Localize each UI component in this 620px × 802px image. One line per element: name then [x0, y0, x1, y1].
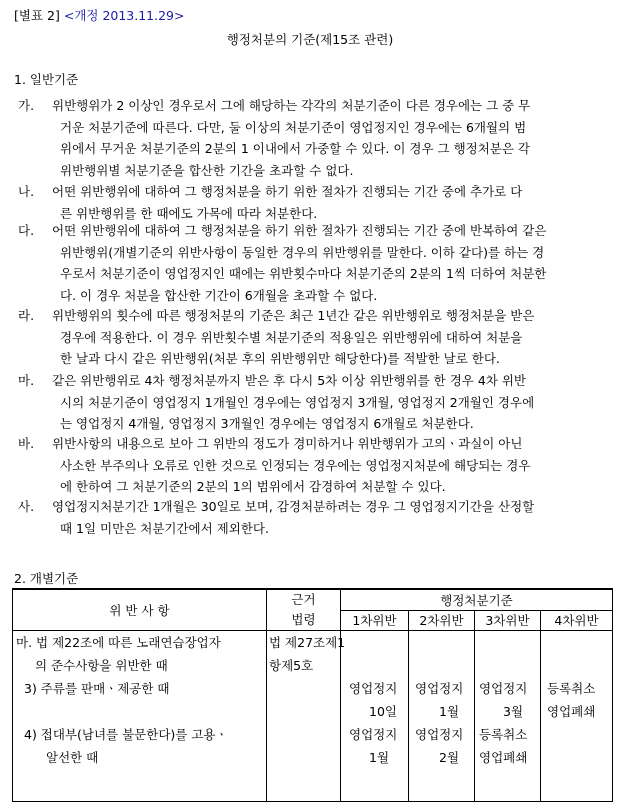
- penalty-text: 1월: [439, 704, 460, 719]
- item-text-line: 어떤 위반행위에 대하여 그 행정처분을 하기 위한 절차가 진행되는 기간 중에 반복하여 같은: [52, 223, 547, 238]
- basis-cell: [267, 631, 346, 802]
- violation-line: 알선한 때: [46, 750, 99, 765]
- document-title: 행정처분의 기준(제15조 관련): [226, 32, 394, 47]
- item-text-line: 는 영업정지 4개월, 영업정지 3개월인 경우에는 영업정지 6개월로 처분한다.: [60, 416, 474, 431]
- penalty-text: 1월: [369, 750, 390, 765]
- annex-header: [14, 6, 184, 24]
- item-marker: 바.: [18, 436, 35, 451]
- item-text-line: 에 한하여 그 처분기준의 2분의 1의 범위에서 감경하여 처분할 수 있다.: [60, 479, 446, 494]
- penalty-text: 영업폐쇄: [547, 704, 596, 719]
- header-basis-line2: 법령: [291, 612, 316, 627]
- item-text-line: 우로서 처분기준이 영업정지인 때에는 위반횟수마다 처분기준의 2분의 1씩 더하여 처분한: [60, 266, 547, 281]
- violation-line: 마. 법 제22조에 따른 노래연습장업자: [16, 635, 221, 650]
- header-violation: 위 반 사 항: [13, 589, 267, 631]
- third-violation-cell: [475, 631, 541, 802]
- item-marker: 사.: [18, 499, 35, 514]
- header-second: 2차위반: [409, 610, 475, 630]
- item-text-line: 영업정지처분기간 1개월은 30일로 보며, 감경처분하려는 경우 그 영업정지기간을 산정할: [52, 499, 535, 514]
- basis-line: 법 제27조제1: [269, 635, 346, 650]
- penalty-text: 영업폐쇄: [479, 750, 528, 765]
- item-text-line: 위에서 무거운 처분기준의 2분의 1 이내에서 가중할 수 있다. 이 경우 그 행정처분은 각: [60, 141, 531, 156]
- header-third: 3차위반: [475, 610, 541, 630]
- penalty-text: 영업정지: [415, 727, 464, 742]
- header-criteria: 행정처분기준: [341, 589, 613, 610]
- item-text-line: 같은 위반행위로 4차 행정처분까지 받은 후 다시 5차 이상 위반행위를 한 경우 4차 위반: [52, 373, 526, 388]
- penalty-text: 3월: [503, 704, 524, 719]
- penalty-text: 영업정지: [479, 681, 528, 696]
- item-marker: 나.: [18, 184, 35, 199]
- item-text-line: 위반행위(개별기준의 위반사항이 동일한 경우의 위반행위를 말한다. 이하 같다)를 하는 경: [60, 244, 545, 260]
- item-text-line: 다. 이 경우 처분을 합산한 기간이 6개월을 초과할 수 없다.: [60, 287, 378, 303]
- item-text-line: 위반행위별 처분기준을 합산한 기간을 초과할 수 없다.: [60, 162, 354, 178]
- second-violation-cell: [409, 631, 475, 802]
- header-fourth: 4차위반: [541, 610, 613, 630]
- penalty-text: 영업정지: [415, 681, 464, 696]
- violation-line: 4) 접대부(남녀를 불문한다)를 고용ㆍ: [24, 727, 228, 742]
- first-violation-cell: [341, 631, 409, 802]
- penalty-text: 등록취소: [547, 681, 596, 696]
- amendment-date: <개정 2013.11.29>: [63, 8, 185, 23]
- item-text-line: 경우에 적용한다. 이 경우 위반횟수별 처분기준의 적용일은 위반행위에 대하여 처분을: [60, 329, 523, 345]
- basis-line: 항제5호: [269, 658, 314, 673]
- penalty-text: 영업정지: [349, 727, 398, 742]
- item-text-line: 위반행위의 횟수에 따른 행정처분의 기준은 최근 1년간 같은 위반행위로 행정처분을 받은: [52, 308, 535, 323]
- general-criteria-heading: 1. 일반기준: [14, 72, 79, 87]
- item-marker: 가.: [18, 98, 35, 113]
- header-basis-line1: 근거: [291, 592, 316, 607]
- item-text-line: 위반사항의 내용으로 보아 그 위반의 정도가 경미하거나 위반행위가 고의ㆍ과실이 아닌: [52, 436, 523, 451]
- item-text-line: 어떤 위반행위에 대하여 그 행정처분을 하기 위한 절차가 진행되는 기간 중에 추가로 다: [52, 184, 523, 199]
- violation-cell: [13, 631, 267, 802]
- item-text-line: 시의 처분기준이 영업정지 1개월인 경우에는 영업정지 3개월, 영업정지 2개월인 경우에: [60, 394, 535, 410]
- item-text-line: 위반행위가 2 이상인 경우로서 그에 해당하는 각각의 처분기준이 다른 경우에는 그 중 무: [52, 98, 531, 113]
- item-marker: 마.: [18, 373, 35, 388]
- item-marker: 다.: [18, 223, 35, 238]
- header-basis: [267, 589, 341, 631]
- penalty-text: 10일: [369, 704, 397, 719]
- individual-criteria-heading: 2. 개별기준: [14, 571, 79, 586]
- item-text-line: 때 1일 미만은 처분기간에서 제외한다.: [60, 520, 269, 536]
- item-text-line: 사소한 부주의나 오류로 인한 것으로 인정되는 경우에는 영업정지처분에 해당되는 경우: [60, 457, 531, 473]
- fourth-violation-cell: [541, 631, 613, 802]
- criteria-table: [12, 588, 613, 802]
- annex-label: [별표 2]: [14, 8, 60, 23]
- item-text-line: 른 위반행위를 한 때에도 가목에 따라 처분한다.: [60, 205, 318, 221]
- header-first: 1차위반: [341, 610, 409, 630]
- item-text-line: 거운 처분기준에 따른다. 다만, 둘 이상의 처분기준이 영업정지인 경우에는 6개월의 범: [60, 119, 527, 135]
- item-text-line: 한 날과 다시 같은 위반행위(처분 후의 위반행위만 해당한다)를 적발한 날로 한다.: [60, 351, 500, 366]
- penalty-text: 2월: [439, 750, 460, 765]
- penalty-text: 등록취소: [479, 727, 528, 742]
- penalty-text: 영업정지: [349, 681, 398, 696]
- violation-line: 의 준수사항을 위반한 때: [35, 658, 168, 673]
- item-marker: 라.: [18, 308, 35, 323]
- violation-line: 3) 주류를 판매ㆍ제공한 때: [24, 681, 170, 696]
